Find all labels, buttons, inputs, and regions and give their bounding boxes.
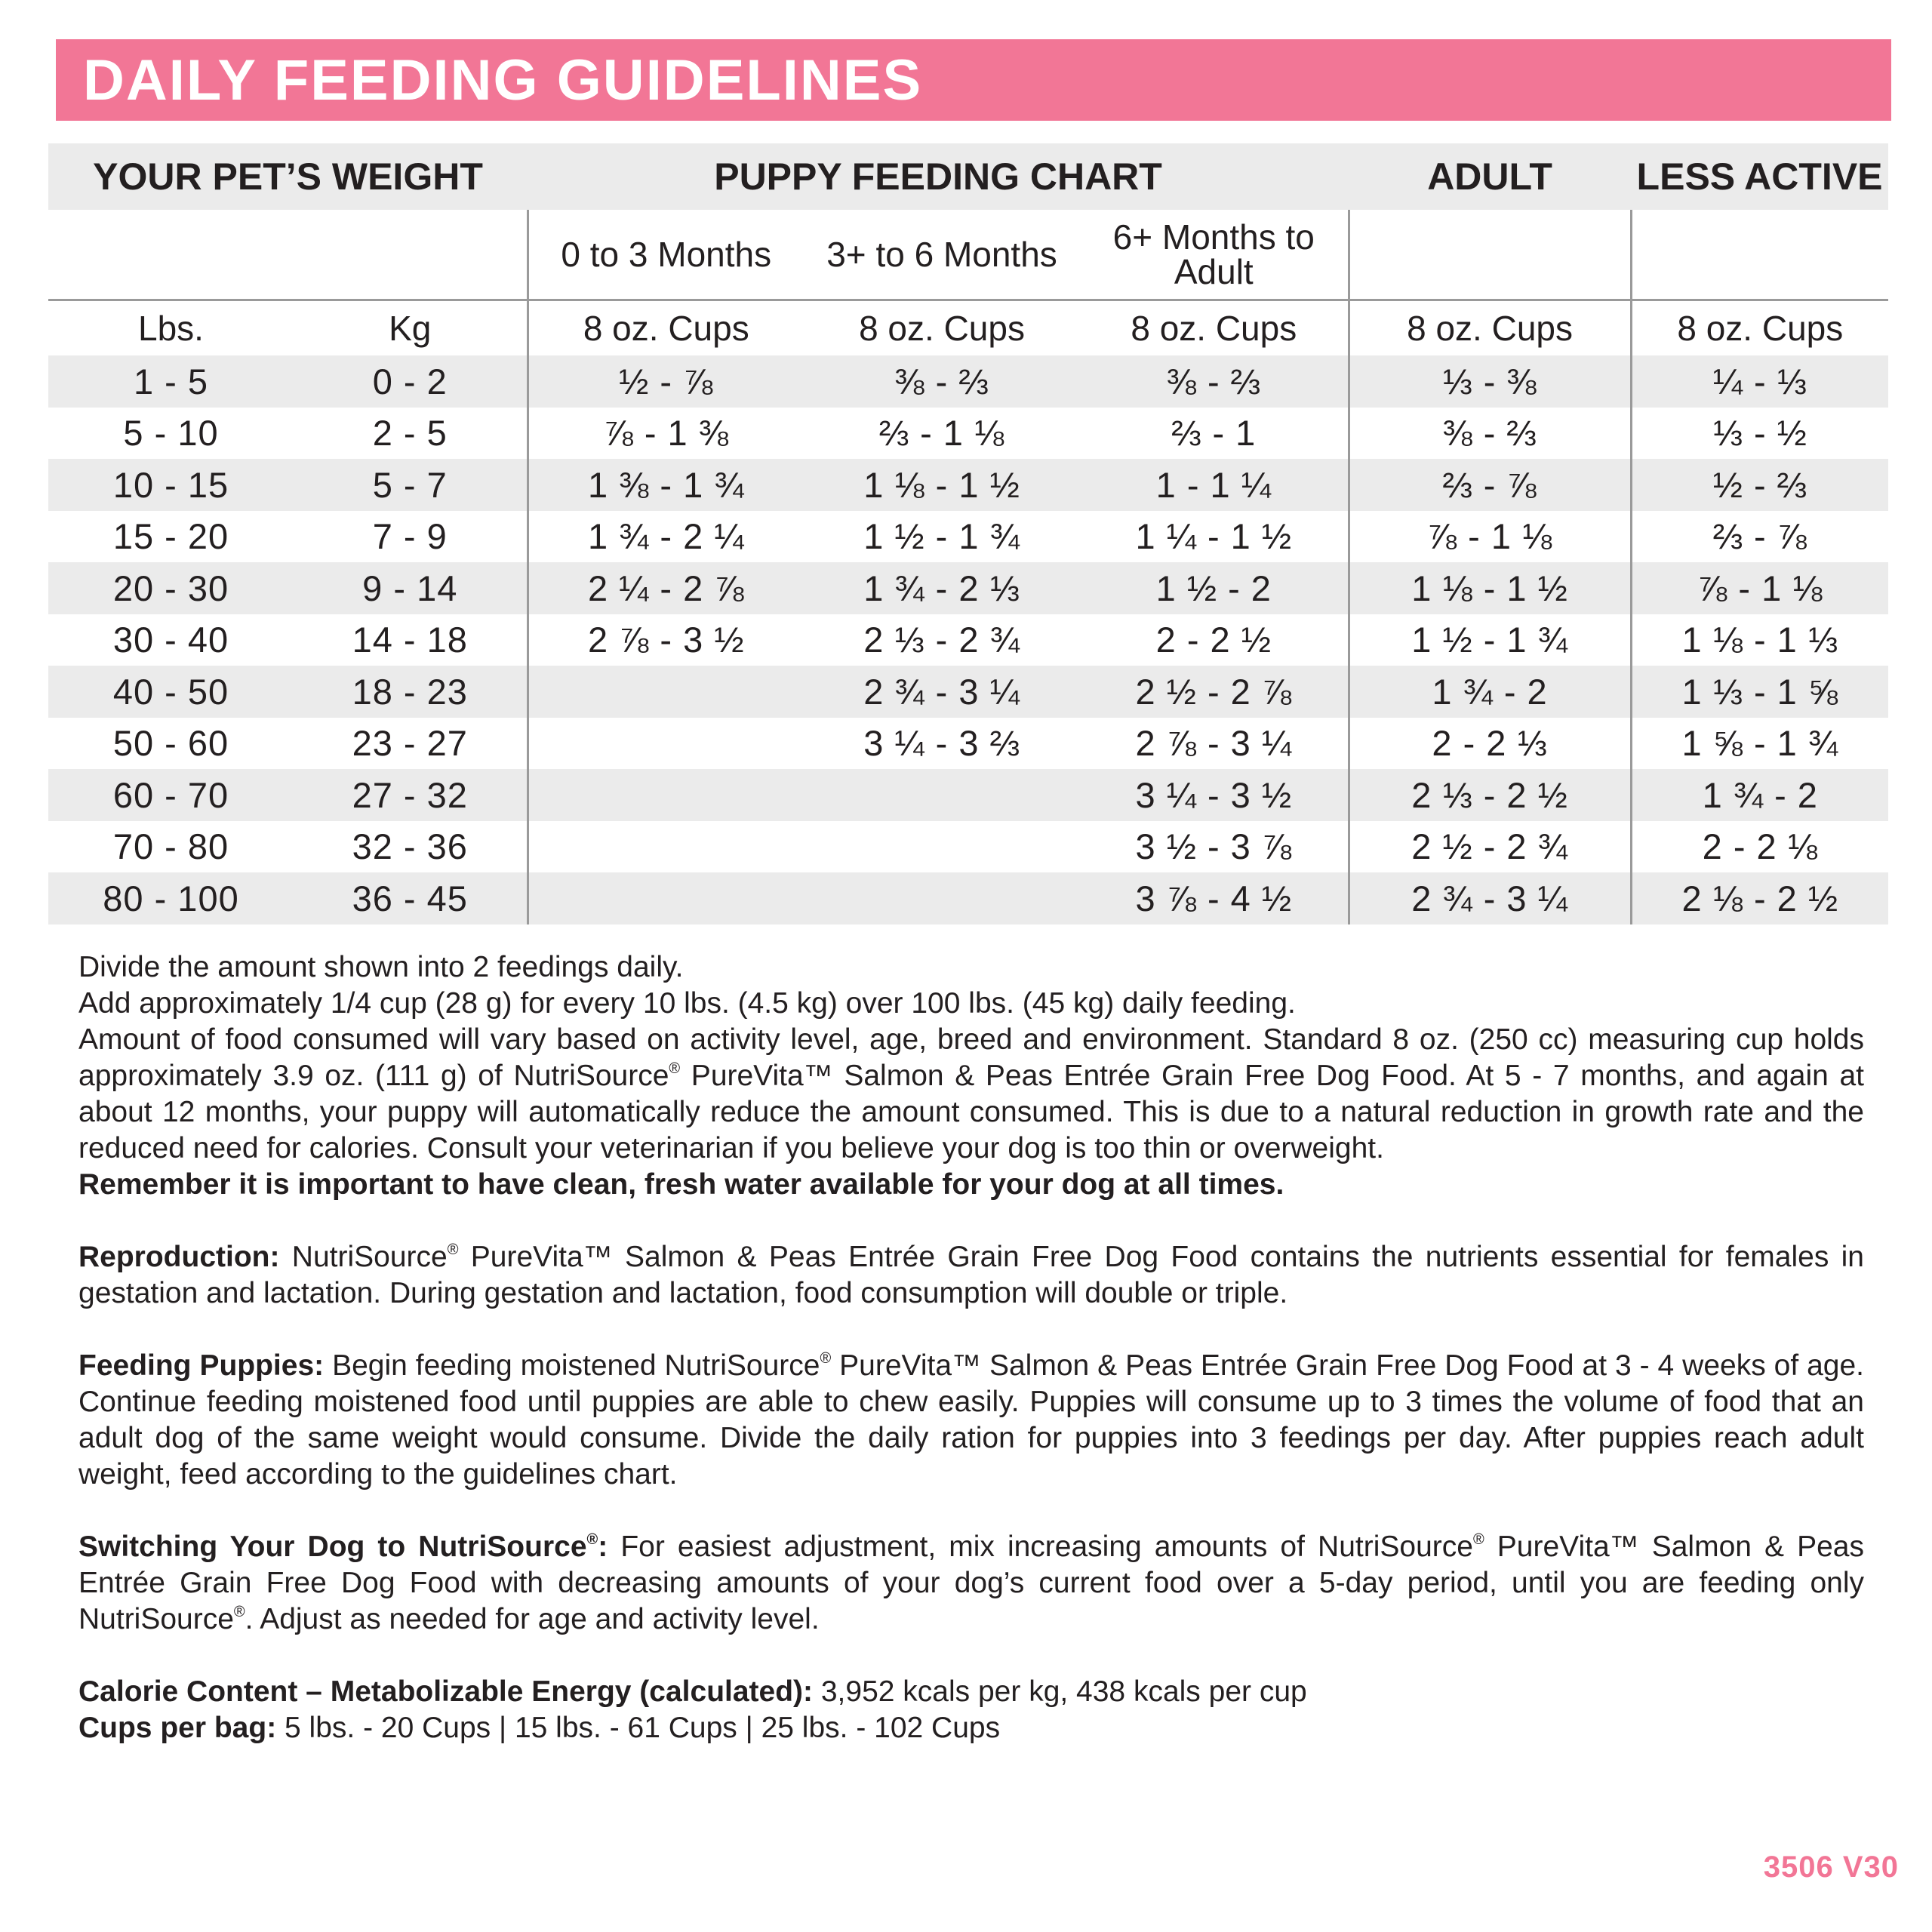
cell-weight-lbs: 5 - 10: [123, 413, 219, 454]
cell-puppy-0-3: 1 ⅜ - 1 ¾: [528, 459, 804, 511]
cell-puppy-3-6: ⅜ - ⅔: [804, 355, 1080, 408]
cell-weight-kg: 27 - 32: [294, 769, 528, 821]
unit-kg: Kg: [389, 309, 432, 348]
cell-weight-lbs: 10 - 15: [48, 459, 294, 511]
cell-weight-kg: 23 - 27: [352, 723, 468, 764]
note-switching: Switching Your Dog to NutriSource®: For easiest adjustment, mix increasing amounts of NutriSource® PureVita™ Salmon & Peas Entrée Grain Free Dog Food with decreasing amounts of your dog’s current food over a 5-day period, until you are feeding only NutriSource®. Adjust as needed for age and activity level.: [78, 1531, 1864, 1635]
table-row: [48, 408, 1888, 460]
cell-weight-kg: 5 - 7: [294, 459, 528, 511]
cell-puppy-3-6: ⅔ - 1 ⅛: [878, 413, 1005, 454]
cell-less-active: 1 ⅛ - 1 ⅓: [1631, 614, 1888, 666]
cell-weight-kg: 18 - 23: [294, 666, 528, 718]
table-row: [48, 355, 1888, 408]
cell-puppy-3-6: 2 ⅓ - 2 ¾: [863, 620, 1020, 660]
age-3-6: 3+ to 6 Months: [804, 210, 1080, 300]
cell-puppy-0-3: [528, 718, 804, 770]
cell-weight-lbs: 30 - 40: [112, 620, 229, 660]
note-over-100: Add approximately 1/4 cup (28 g) for every 10 lbs. (4.5 kg) over 100 lbs. (45 kg) daily feeding.: [78, 987, 1296, 1020]
cell-less-active: 2 ⅛ - 2 ½: [1631, 872, 1888, 924]
table-row: [48, 769, 1888, 821]
cell-puppy-3-6: 1 ⅛ - 1 ½: [804, 459, 1080, 511]
cell-weight-kg: 32 - 36: [352, 826, 468, 867]
cell-puppy-0-3: [528, 769, 804, 821]
table-row: [48, 666, 1888, 718]
cell-weight-lbs: 20 - 30: [48, 562, 294, 614]
cell-puppy-0-3: [528, 872, 804, 924]
page-title: DAILY FEEDING GUIDELINES: [83, 48, 923, 112]
age-0-3: 0 to 3 Months: [528, 210, 804, 300]
cell-puppy-6-adult: 2 - 2 ½: [1155, 620, 1272, 660]
unit-cups: 8 oz. Cups: [528, 300, 804, 356]
age-adult-blank: [1349, 210, 1631, 300]
cell-weight-lbs: 80 - 100: [48, 872, 294, 924]
cell-less-active: 1 ⅓ - 1 ⅝: [1631, 666, 1888, 718]
table-row: [48, 872, 1888, 924]
note-water: Remember it is important to have clean, fresh water available for your dog at all times.: [78, 1168, 1284, 1201]
note-amount: Amount of food consumed will vary based on activity level, age, breed and environment. Standard 8 oz. (250 cc) measuring cup holds approximately 3.9 oz. (111 g) of NutriSource® PureVita™ Salmon & Peas Entrée Grain Free Dog Food. At 5 - 7 months, and again at about 12 months, your puppy will automatically reduce the amount consumed. This is due to a natural reduction in growth rate and the reduced need for calories. Consult your veterinarian if you believe your dog is too thin or overweight.: [78, 1023, 1864, 1164]
note-reproduction: Reproduction: NutriSource® PureVita™ Salmon & Peas Entrée Grain Free Dog Food contains the nutrients essential for females in gestation and lactation. During gestation and lactation, food consumption will double or triple.: [78, 1241, 1864, 1309]
table-row: [48, 562, 1888, 614]
table-body: [48, 300, 1888, 924]
cell-weight-kg: 9 - 14: [294, 562, 528, 614]
unit-cups: 8 oz. Cups: [859, 309, 1025, 348]
cell-weight-lbs: 50 - 60: [112, 723, 229, 764]
unit-lbs: Lbs.: [138, 309, 204, 348]
header-puppy: PUPPY FEEDING CHART: [528, 143, 1349, 210]
cell-adult: ⅜ - ⅔: [1349, 408, 1631, 460]
cell-adult: ⅞ - 1 ⅛: [1349, 511, 1631, 563]
cell-weight-lbs: 1 - 5: [48, 355, 294, 408]
cell-puppy-3-6: [804, 769, 1080, 821]
header-less-active: LESS ACTIVE: [1631, 143, 1888, 210]
cell-less-active: ¼ - ⅓: [1631, 355, 1888, 408]
cell-puppy-3-6: 1 ½ - 1 ¾: [863, 516, 1020, 557]
cell-puppy-3-6: 3 ¼ - 3 ⅔: [863, 723, 1020, 764]
cell-puppy-0-3: [528, 666, 804, 718]
cell-weight-lbs: 70 - 80: [112, 826, 229, 867]
age-blank: [48, 210, 528, 300]
cell-puppy-6-adult: 2 ½ - 2 ⅞: [1080, 666, 1349, 718]
cell-less-active: ⅓ - ½: [1631, 408, 1888, 460]
cell-less-active: 2 - 2 ⅛: [1631, 821, 1888, 873]
cell-adult: ⅔ - ⅞: [1349, 459, 1631, 511]
cell-adult: 1 ¾ - 2: [1349, 666, 1631, 718]
cell-adult: 2 ⅓ - 2 ½: [1349, 769, 1631, 821]
cell-adult: 2 - 2 ⅓: [1349, 718, 1631, 770]
cell-puppy-3-6: 1 ¾ - 2 ⅓: [804, 562, 1080, 614]
cell-puppy-0-3: ½ - ⅞: [528, 355, 804, 408]
table-row: [48, 459, 1888, 511]
cell-adult: 1 ½ - 1 ¾: [1349, 614, 1631, 666]
cell-less-active: ⅔ - ⅞: [1631, 511, 1888, 563]
product-code: 3506 V30: [1763, 1850, 1899, 1884]
cell-puppy-6-adult: 1 ¼ - 1 ½: [1135, 516, 1293, 557]
cell-less-active: ½ - ⅔: [1631, 459, 1888, 511]
cell-puppy-0-3: [528, 821, 804, 873]
note-divide: Divide the amount shown into 2 feedings daily.: [78, 951, 684, 983]
cell-puppy-6-adult: 1 ½ - 2: [1080, 562, 1349, 614]
cell-puppy-0-3: 2 ¼ - 2 ⅞: [528, 562, 804, 614]
cell-weight-lbs: 40 - 50: [48, 666, 294, 718]
age-less-active-blank: [1631, 210, 1888, 300]
cell-less-active: 1 ⅝ - 1 ¾: [1631, 718, 1888, 770]
cell-puppy-6-adult: ⅜ - ⅔: [1080, 355, 1349, 408]
cell-less-active: ⅞ - 1 ⅛: [1631, 562, 1888, 614]
units-row: [48, 300, 1888, 356]
cell-puppy-6-adult: 3 ¼ - 3 ½: [1080, 769, 1349, 821]
feeding-notes: [78, 949, 1864, 1746]
header-weight: YOUR PET’S WEIGHT: [48, 143, 528, 210]
cell-puppy-3-6: [804, 821, 1080, 873]
cell-weight-kg: 0 - 2: [294, 355, 528, 408]
table-row: [48, 821, 1888, 873]
cell-puppy-6-adult: ⅔ - 1: [1171, 413, 1257, 454]
cell-weight-kg: 7 - 9: [372, 516, 448, 557]
cell-weight-kg: 14 - 18: [352, 620, 468, 660]
header-adult: ADULT: [1349, 143, 1631, 210]
age-6-adult: 6+ Months to Adult: [1080, 210, 1349, 300]
cell-adult: ⅓ - ⅜: [1349, 355, 1631, 408]
cell-puppy-0-3: 1 ¾ - 2 ¼: [528, 511, 804, 563]
cell-puppy-6-adult: 2 ⅞ - 3 ¼: [1135, 723, 1293, 764]
unit-cups: 8 oz. Cups: [1349, 300, 1631, 356]
cell-weight-lbs: 15 - 20: [112, 516, 229, 557]
unit-cups: 8 oz. Cups: [1631, 300, 1888, 356]
cell-puppy-3-6: 2 ¾ - 3 ¼: [804, 666, 1080, 718]
cell-weight-lbs: 60 - 70: [48, 769, 294, 821]
table-row: [48, 718, 1888, 770]
cell-less-active: 1 ¾ - 2: [1631, 769, 1888, 821]
cell-puppy-6-adult: 3 ⅞ - 4 ½: [1080, 872, 1349, 924]
cell-puppy-0-3: ⅞ - 1 ⅜: [528, 408, 804, 460]
table-header-row: [48, 143, 1888, 210]
feeding-table: [48, 143, 1888, 924]
cell-adult: 1 ⅛ - 1 ½: [1349, 562, 1631, 614]
age-subheader-row: [48, 210, 1888, 300]
table-row: [48, 511, 1888, 563]
note-feeding-puppies: Feeding Puppies: Begin feeding moistened NutriSource® PureVita™ Salmon & Peas Entrée Grain Free Dog Food at 3 - 4 weeks of age. Continue feeding moistened food until puppies are able to chew easily. Puppies will consume up to 3 times the volume of food that an adult dog of the same weight would consume. Divide the daily ration for puppies into 3 feedings per day. After puppies reach adult weight, feed according to the guidelines chart.: [78, 1349, 1865, 1491]
cell-puppy-0-3: 2 ⅞ - 3 ½: [528, 614, 804, 666]
cell-weight-kg: 36 - 45: [294, 872, 528, 924]
cell-puppy-6-adult: 3 ½ - 3 ⅞: [1135, 826, 1293, 867]
note-cups-per-bag: Cups per bag: 5 lbs. - 20 Cups | 15 lbs. - 61 Cups | 25 lbs. - 102 Cups: [78, 1712, 1001, 1744]
cell-adult: 2 ¾ - 3 ¼: [1349, 872, 1631, 924]
cell-puppy-6-adult: 1 - 1 ¼: [1080, 459, 1349, 511]
cell-puppy-3-6: [804, 872, 1080, 924]
table-row: [48, 614, 1888, 666]
unit-cups: 8 oz. Cups: [1131, 309, 1297, 348]
cell-weight-kg: 2 - 5: [372, 413, 448, 454]
cell-adult: 2 ½ - 2 ¾: [1349, 821, 1631, 873]
note-calorie: Calorie Content – Metabolizable Energy (calculated): 3,952 kcals per kg, 438 kcals per cup: [78, 1675, 1307, 1708]
title-banner: [56, 39, 1891, 121]
